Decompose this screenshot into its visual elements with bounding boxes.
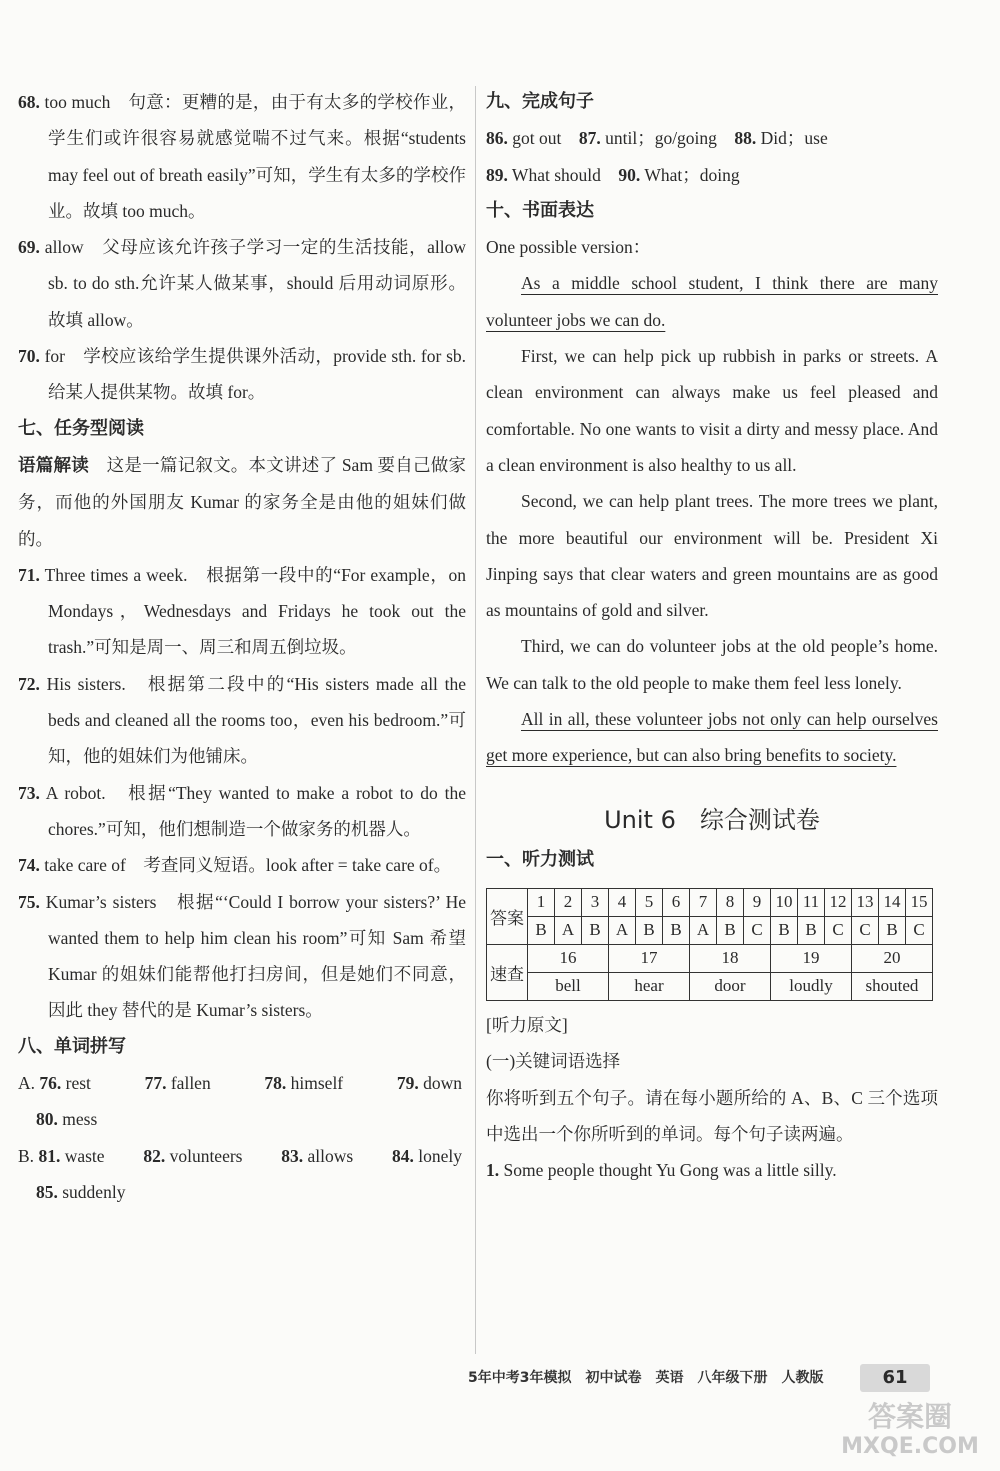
section-8-heading: 八、单词拼写 (18, 1035, 126, 1057)
section-10-heading: 十、书面表达 (486, 199, 594, 221)
spelling-78: 78. himself (264, 1073, 344, 1094)
table-num: 16 (528, 944, 609, 972)
spelling-85: 85. suddenly (36, 1181, 126, 1202)
listening-instructions: 你将听到五个句子。请在每小题所给的 A、B、C 三个选项中选出一个你所听到的单词。每个句子读两遍。 (486, 1087, 938, 1144)
watermark-line-2: MXQE.COM (841, 1434, 979, 1459)
watermark-line-1: 答案圈 (867, 1400, 952, 1433)
footer-book-info: 5年中考3年模拟 初中试卷 英语 八年级下册 人教版 (468, 1370, 824, 1386)
table-answer: B (771, 916, 798, 944)
table-num: 13 (852, 888, 879, 916)
table-num: 20 (852, 944, 933, 972)
section-9-heading: 九、完成句子 (486, 91, 594, 112)
table-answer: A (690, 916, 717, 944)
answer-75: 75. Kumar’s sisters 根据“‘Could I borrow your sisters?’ He wanted them to help him clean his room”可知 Sam 希望 Kumar 的姐妹们能帮他打扫房间，但是她们不同意，因此 they 替代的是 Kumar’s sisters。 (18, 891, 466, 1021)
answers-86-88: 86. got out 87. until；go/going 88. Did；use (486, 128, 828, 149)
spelling-84: 84. lonely (392, 1145, 462, 1166)
table-num: 9 (744, 888, 771, 916)
table-label-2: 速查 (487, 944, 528, 1000)
table-num: 7 (690, 888, 717, 916)
spelling-77: 77. fallen (144, 1073, 211, 1094)
table-answer: B (717, 916, 744, 944)
table-num: 19 (771, 944, 852, 972)
table-num: 1 (528, 888, 555, 916)
table-answer: B (798, 916, 825, 944)
essay-paragraph-1: As a middle school student, I think there are many volunteer jobs we can do. (486, 273, 938, 330)
spelling-82: 82. volunteers (143, 1145, 243, 1166)
table-num: 17 (609, 944, 690, 972)
table-answer: B (879, 916, 906, 944)
unit-title: Unit 6 综合测试卷 (604, 805, 820, 834)
table-word: loudly (771, 972, 852, 1000)
answer-71: 71. Three times a week. 根据第一段中的“For example，on Mondays，Wednesdays and Fridays he took out the trash.”可知是周一、周三和周五倒垃圾。 (18, 564, 466, 658)
table-answer: B (636, 916, 663, 944)
possible-version-label: One possible version： (486, 237, 651, 258)
spelling-76: A. 76. rest (18, 1073, 91, 1094)
answer-72: 72. His sisters. 根据第二段中的“His sisters made all the beds and cleaned all the rooms too，even his bedroom.”可知，他的姐妹们为他铺床。 (18, 673, 466, 767)
listening-sentence-1: 1. Some people thought Yu Gong was a little silly. (486, 1160, 837, 1181)
essay-paragraph-2: First, we can help pick up rubbish in parks or streets. A clean environment can always make us feel pleased and comfortable. No one wants to visit a dirty and messy place. And a clean environment is also healthy to us all. (486, 346, 938, 475)
table-answer: B (582, 916, 609, 944)
essay-paragraph-4: Third, we can do volunteer jobs at the old people’s home. We can talk to the old people to make them feel less lonely. (486, 636, 938, 693)
table-answer: B (663, 916, 690, 944)
table-num: 4 (609, 888, 636, 916)
table-num: 10 (771, 888, 798, 916)
spelling-83: 83. allows (281, 1145, 354, 1166)
table-num: 6 (663, 888, 690, 916)
table-answer: C (906, 916, 933, 944)
table-num: 18 (690, 944, 771, 972)
table-answer: C (744, 916, 771, 944)
table-answer: C (852, 916, 879, 944)
table-answer: B (528, 916, 555, 944)
table-answer: A (609, 916, 636, 944)
answer-69: 69. allow 父母应该允许孩子学习一定的生活技能，allow sb. to do sth.允许某人做某事，should 后用动词原形。故填 allow。 (18, 237, 466, 330)
answer-70: 70. for 学校应该给学生提供课外活动，provide sth. for sb.给某人提供某物。故填 for。 (18, 346, 466, 403)
answer-74: 74. take care of 考查同义短语。look after = take care of。 (18, 855, 452, 876)
watermark-logo (830, 1402, 990, 1462)
right-column (486, 84, 938, 1188)
essay-paragraph-3: Second, we can help plant trees. The more trees we plant, the more beautiful our environment will be. President Xi Jinping says that clear waters and green mountains are as good as mountains of gold and silver. (486, 491, 938, 621)
table-word: shouted (852, 972, 933, 1000)
table-num: 5 (636, 888, 663, 916)
answer-68: 68. too much 句意：更糟的是，由于有太多的学校作业，学生们或许很容易就感觉喘不过气来。根据“students may feel out of breath easily”可知，学生有太多的学校作业。故填 too much。 (18, 92, 466, 221)
column-divider (475, 86, 476, 1354)
left-column (18, 84, 466, 1210)
spelling-81: B. 81. waste (18, 1145, 105, 1166)
listening-subheading: (一)关键词语选择 (486, 1051, 621, 1072)
table-word: hear (609, 972, 690, 1000)
table-label-1: 答案 (487, 888, 528, 944)
table-num: 3 (582, 888, 609, 916)
table-answer: C (825, 916, 852, 944)
listening-script-heading: [听力原文] (486, 1014, 568, 1035)
page-number: 61 (860, 1364, 930, 1392)
table-num: 11 (798, 888, 825, 916)
table-num: 15 (906, 888, 933, 916)
essay-paragraph-5: All in all, these volunteer jobs not only can help ourselves get more experience, but can also bring benefits to society. (486, 709, 938, 766)
answer-73: 73. A robot. 根据“They wanted to make a robot to do the chores.”可知，他们想制造一个做家务的机器人。 (18, 782, 466, 839)
table-num: 2 (555, 888, 582, 916)
table-answer: A (555, 916, 582, 944)
answer-table (486, 888, 933, 1001)
table-num: 14 (879, 888, 906, 916)
passage-analysis: 语篇解读 这是一篇记叙文。本文讲述了 Sam 要自己做家务，而他的外国朋友 Kumar 的家务全是由他的姐妹们做的。 (18, 454, 466, 549)
spelling-row-a (18, 1065, 466, 1101)
section-7-heading: 七、任务型阅读 (18, 417, 144, 439)
spelling-79: 79. down (396, 1073, 462, 1094)
answers-89-90: 89. What should 90. What；doing (486, 164, 740, 185)
table-word: door (690, 972, 771, 1000)
section-1-heading: 一、听力测试 (486, 848, 594, 870)
table-num: 8 (717, 888, 744, 916)
table-word: bell (528, 972, 609, 1000)
spelling-row-b (18, 1138, 466, 1174)
spelling-80: 80. mess (36, 1109, 98, 1130)
table-num: 12 (825, 888, 852, 916)
